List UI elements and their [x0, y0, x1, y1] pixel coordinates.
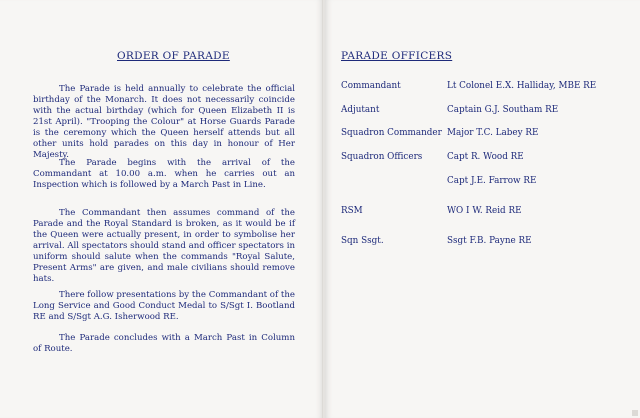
paragraph-medal-presentations: There follow presentations by the Commandant of the Long Service and Good Conduct Medal to S/Sgt I. Bootland RE and S/Sgt A.G. Isherwood RE. — [33, 290, 295, 322]
officer-role: Commandant — [341, 81, 401, 91]
officer-name: Lt Colonel E.X. Halliday, MBE RE — [447, 81, 597, 91]
paragraph-royal-standard: The Commandant then assumes command of the Parade and the Royal Standard is broken, as it would be if the Queen were actually present, in order to symbolise her arrival. All spectators should stand and officer spectators in uniform should salute when the commands "Royal Salute, Present Arms" are given, and male civilians should remove hats. — [33, 208, 295, 284]
paragraph-march-past: The Parade concludes with a March Past in Column of Route. — [33, 333, 295, 354]
order-of-parade-heading: ORDER OF PARADE — [117, 50, 230, 62]
officer-name: Ssgt F.B. Payne RE — [447, 236, 532, 246]
parade-officers-heading: PARADE OFFICERS — [341, 50, 453, 62]
officer-name: Major T.C. Labey RE — [447, 128, 539, 138]
officer-role: Adjutant — [341, 105, 380, 115]
officer-name: WO I W. Reid RE — [447, 206, 522, 216]
officer-name: Capt R. Wood RE — [447, 152, 524, 162]
officer-name: Capt J.E. Farrow RE — [447, 176, 537, 186]
officer-name: Captain G.J. Southam RE — [447, 105, 559, 115]
officer-role: Sqn Ssgt. — [341, 236, 384, 246]
officer-role: Squadron Officers — [341, 152, 423, 162]
officer-role: Squadron Commander — [341, 128, 442, 138]
paragraph-commandant-arrival: The Parade begins with the arrival of the Commandant at 10.00 a.m. when he carries out an Inspection which is followed by a March Past in Line. — [33, 158, 295, 190]
officer-role: RSM — [341, 206, 363, 216]
paragraph-official-birthday: The Parade is held annually to celebrate the official birthday of the Monarch. It does not necessarily coincide with the actual birthday (which for Queen Elizabeth II is 21st April). "Trooping the Colour" at Horse Guards Parade is the ceremony which the Queen herself attends but all other units hold parades on this day in honour of Her Majesty. — [33, 84, 295, 160]
paper-corner — [632, 410, 638, 416]
